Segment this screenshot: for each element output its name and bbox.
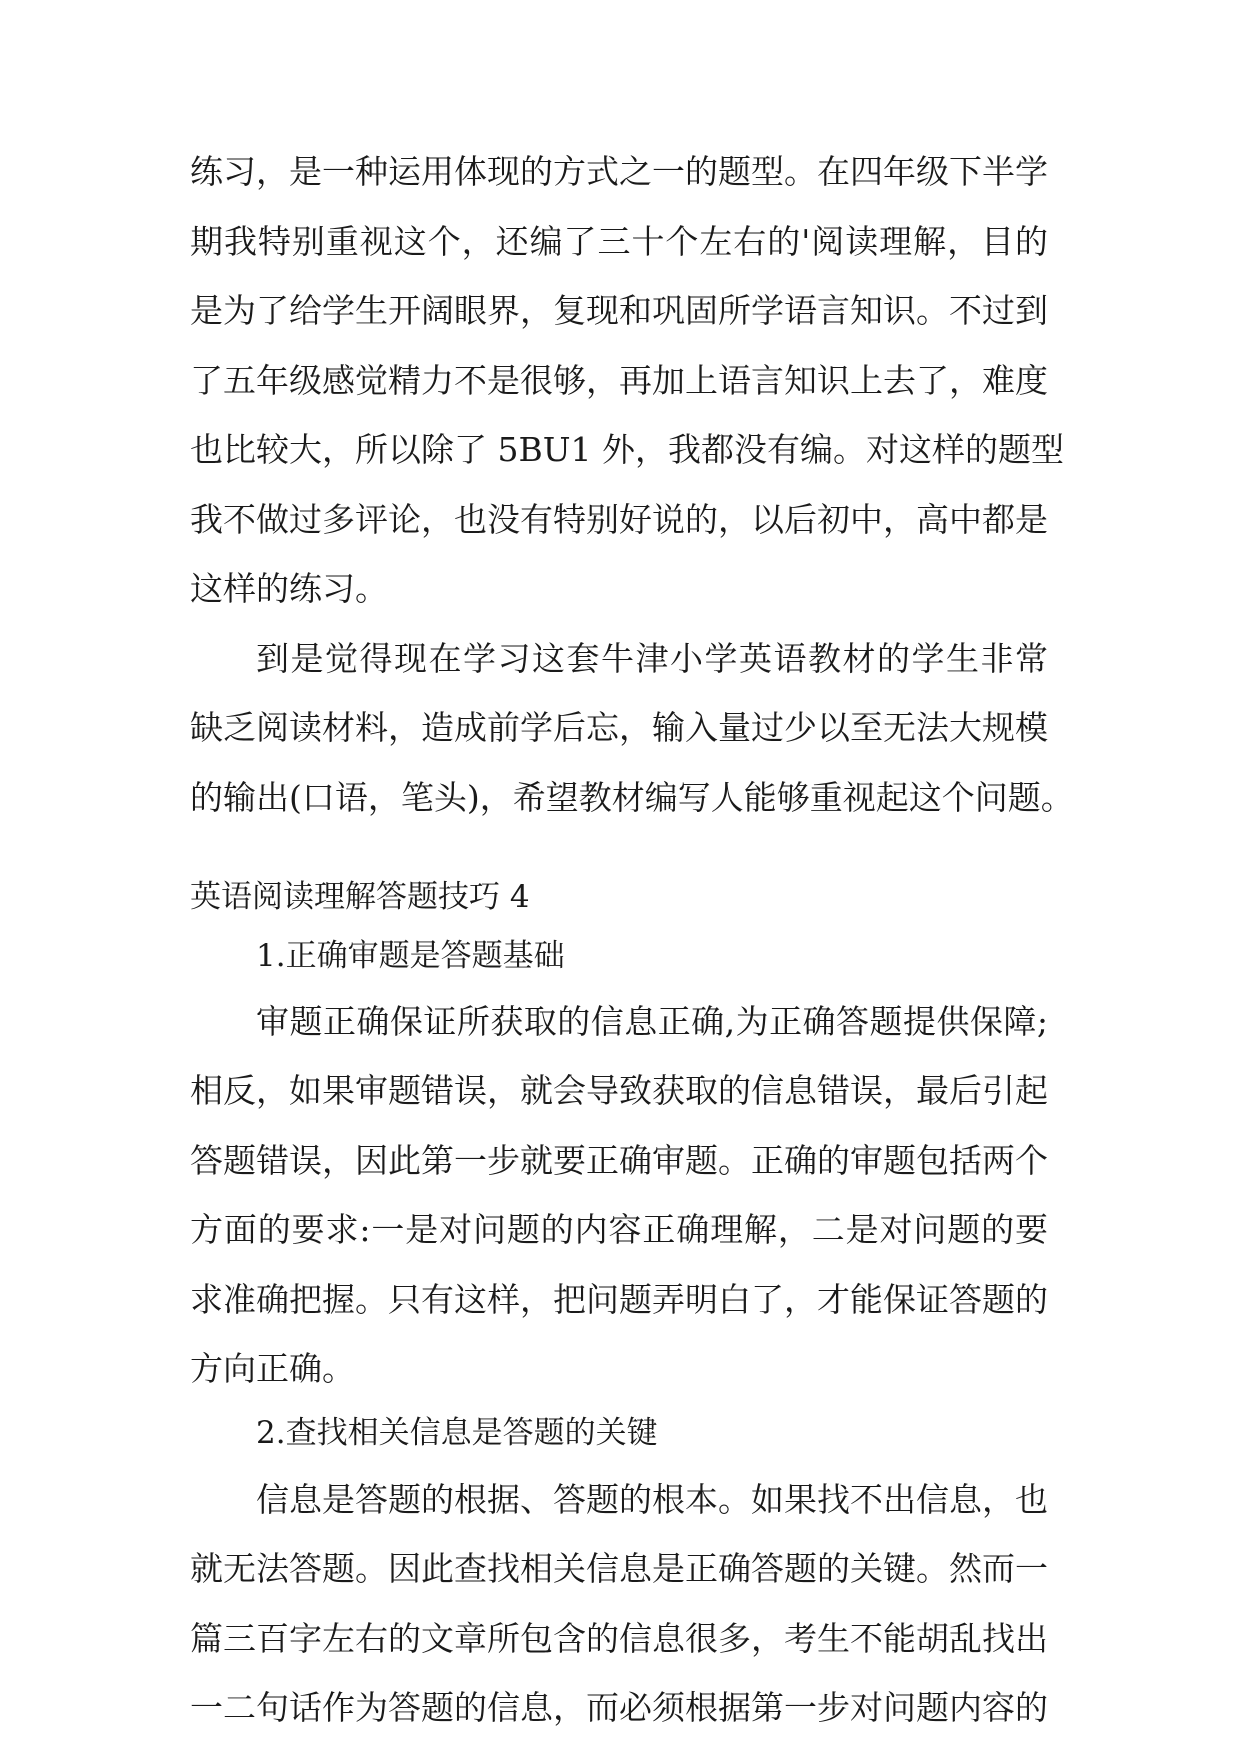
paragraph-4-line-4: 一二句话作为答题的信息，而必须根据第一步对问题内容的	[190, 1688, 1048, 1727]
paragraph-1-line-6: 我不做过多评论，也没有特别好说的，以后初中，高中都是	[190, 500, 1048, 539]
paragraph-1-line-7: 这样的练习。	[190, 569, 388, 608]
paragraph-3-line-3: 答题错误，因此第一步就要正确审题。正确的审题包括两个	[190, 1141, 1048, 1180]
paragraph-2-line-3: 的输出(口语，笔头)，希望教材编写人能够重视起这个问题。	[190, 778, 1074, 817]
paragraph-1-line-5: 也比较大，所以除了 5BU1 外，我都没有编。对这样的题型	[190, 430, 1065, 469]
paragraph-1-line-2: 期我特别重视这个，还编了三十个左右的'阅读理解，目的	[190, 222, 1048, 261]
paragraph-3-line-4: 方面的要求:一是对问题的内容正确理解，二是对问题的要	[190, 1210, 1048, 1249]
paragraph-2-line-2: 缺乏阅读材料，造成前学后忘，输入量过少以至无法大规模	[190, 708, 1048, 747]
paragraph-3-line-6: 方向正确。	[190, 1349, 355, 1388]
subheading-1: 1.正确审题是答题基础	[256, 938, 565, 974]
paragraph-2-line-1: 到是觉得现在学习这套牛津小学英语教材的学生非常	[256, 639, 1048, 678]
paragraph-3-line-1: 审题正确保证所获取的信息正确,为正确答题提供保障;	[256, 1002, 1048, 1041]
paragraph-1-line-3: 是为了给学生开阔眼界，复现和巩固所学语言知识。不过到	[190, 291, 1048, 330]
paragraph-1-line-4: 了五年级感觉精力不是很够，再加上语言知识上去了，难度	[190, 361, 1048, 400]
paragraph-3-line-2: 相反，如果审题错误，就会导致获取的信息错误，最后引起	[190, 1071, 1048, 1110]
paragraph-4-line-1: 信息是答题的根据、答题的根本。如果找不出信息，也	[256, 1480, 1048, 1519]
paragraph-4-line-3: 篇三百字左右的文章所包含的信息很多，考生不能胡乱找出	[190, 1619, 1048, 1658]
paragraph-4-line-2: 就无法答题。因此查找相关信息是正确答题的关键。然而一	[190, 1549, 1048, 1588]
paragraph-3-line-5: 求准确把握。只有这样，把问题弄明白了，才能保证答题的	[190, 1280, 1048, 1319]
section-title: 英语阅读理解答题技巧 4	[190, 879, 530, 915]
paragraph-1-line-1: 练习，是一种运用体现的方式之一的题型。在四年级下半学	[190, 152, 1048, 191]
subheading-2: 2.查找相关信息是答题的关键	[256, 1415, 658, 1451]
